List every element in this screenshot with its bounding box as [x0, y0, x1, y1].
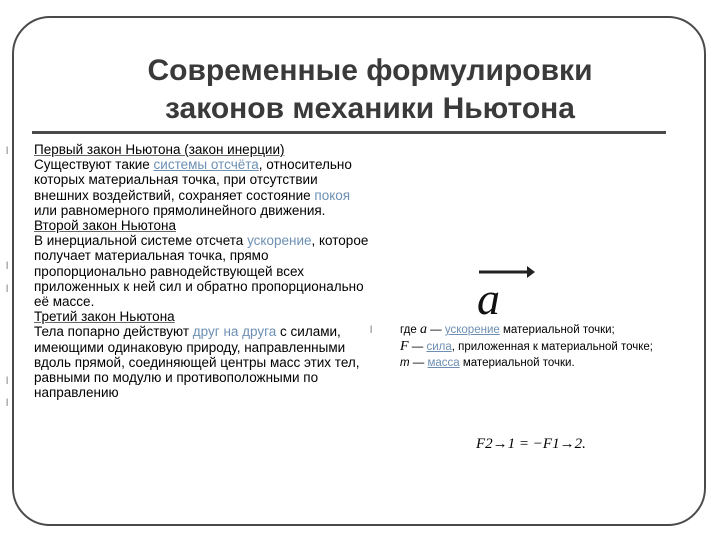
- bullet-marker: l: [6, 376, 9, 387]
- laws-list: [34, 142, 374, 400]
- bullet-marker: l: [370, 325, 373, 336]
- vector-f-inline: F: [400, 338, 409, 354]
- link-force[interactable]: сила: [426, 340, 452, 353]
- vector-a-letter: a: [477, 273, 500, 318]
- title-underline: [32, 131, 666, 134]
- law1-text: Существуют такие системы отсчёта, относительно которых материальная точка, при отсутствии внешних воздействий, сохраняет состояние покоя или равномерного прямолинейного движения.: [34, 157, 352, 218]
- bullet-marker: l: [6, 284, 9, 295]
- legend-acceleration: где a — ускорение материальной точки;: [400, 322, 615, 337]
- law3-text: Тела попарно действуют друг на друга с силами, имеющими одинаковую природу, направленными вдоль прямой, соединяющей центры масс этих тел, равными по модулю и противоположными по направлению: [34, 324, 360, 401]
- link-acceleration[interactable]: ускорение: [444, 324, 500, 336]
- rest-term: покоя: [314, 187, 351, 203]
- bullet-marker: l: [6, 398, 9, 409]
- link-mass[interactable]: масса: [427, 357, 460, 369]
- law2-text: В инерциальной системе отсчета ускорение, которое получает материальная точка, прямо пропорционально равнодействующей всех приложенных к ней сил и обратно пропорционально её массе.: [34, 233, 369, 310]
- law2-heading[interactable]: Второй закон Ньютона: [34, 218, 176, 234]
- legend-mass: m — масса материальной точки.: [400, 357, 575, 369]
- acceleration-term: ускорение: [247, 233, 312, 249]
- title-line-2: законов механики Ньютона: [165, 92, 575, 125]
- legend-force: F — сила, приложенная к материальной точке;: [400, 338, 654, 354]
- title-line-1: Современные формулировки: [147, 54, 593, 87]
- third-law-formula: F2→1 = −F1→2.: [476, 436, 586, 452]
- each-other-term: друг на друга: [192, 324, 277, 340]
- bullet-marker: l: [6, 261, 9, 272]
- law3-heading[interactable]: Третий закон Ньютона: [34, 309, 175, 325]
- slide-title: [60, 52, 680, 128]
- bullet-marker: l: [6, 146, 9, 157]
- vector-a-symbol: [475, 262, 535, 318]
- law1-heading[interactable]: Первый закон Ньютона (закон инерции): [34, 142, 285, 157]
- notation-legend: [400, 322, 690, 372]
- link-reference-frames[interactable]: системы отсчёта: [153, 157, 259, 173]
- vector-a-inline: a: [419, 322, 427, 337]
